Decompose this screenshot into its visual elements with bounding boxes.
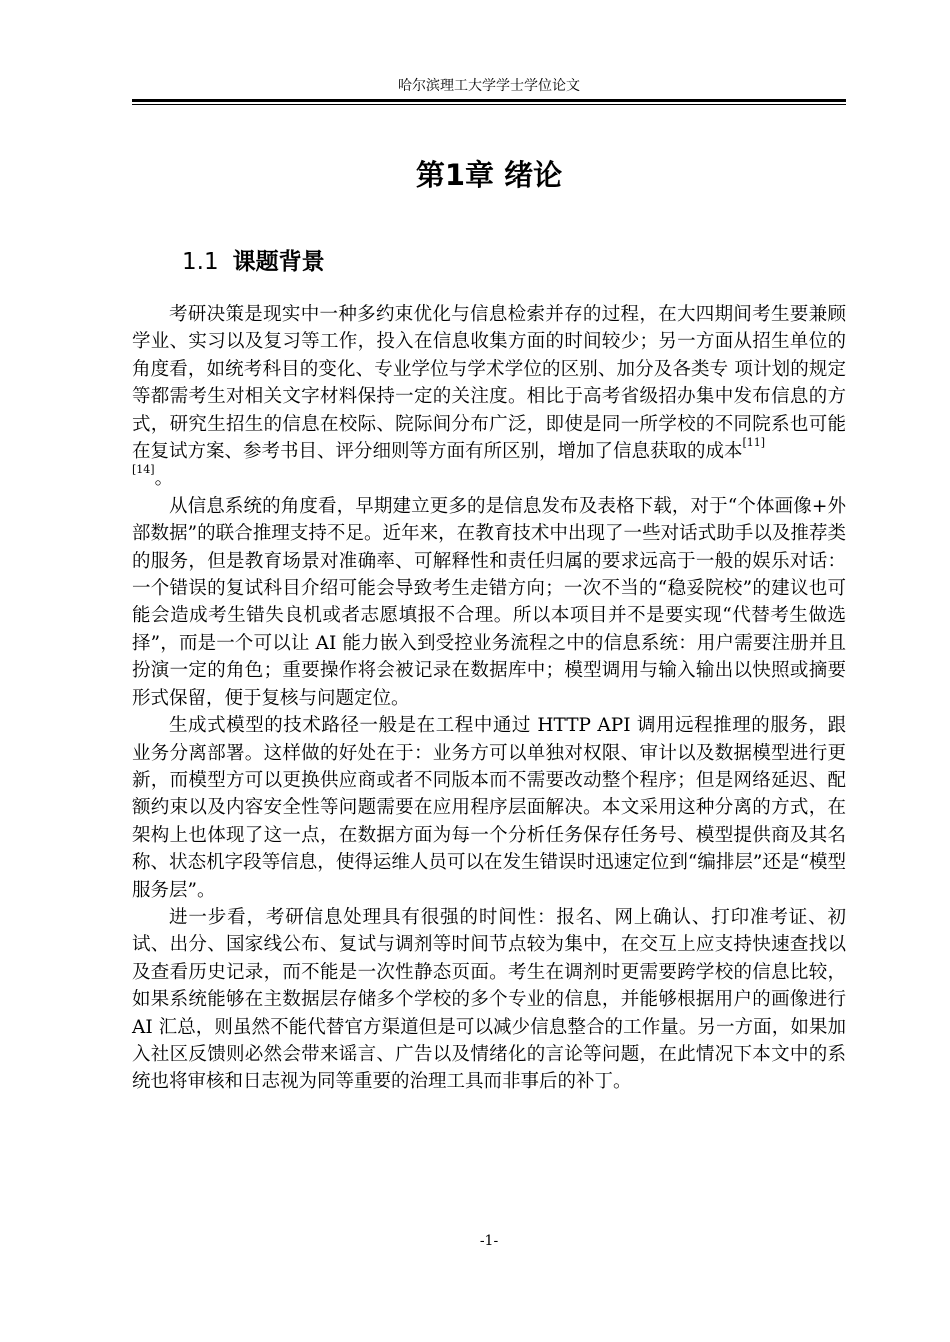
paragraph-1 [132, 301, 846, 493]
running-header: 哈尔滨理工大学学士学位论文 [398, 78, 580, 94]
paragraph-2: 从信息系统的角度看，早期建立更多的是信息发布及表格下载，对于“个体画像+外部数据”的联合推理支持不足。近年来，在教育技术中出现了一些对话式助手以及推荐类的服务，但是教育场景对准确率、可解释性和责任归属的要求远高于一般的娱乐对话：一个错误的复试科目介绍可能会导致考生走错方向；一次不当的“稳妥院校”的建议也可能会造成考生错失良机或者志愿填报不合理。所以本项目并不是要实现“代替考生做选择”，而是一个可以让 AI 能力嵌入到受控业务流程之中的信息系统：用户需要注册并且扮演一定的角色；重要操作将会被记录在数据库中；模型调用与输入输出以快照或摘要形式保留，便于复核与问题定位。 [132, 495, 846, 709]
section-title: 课题背景 [232, 249, 325, 275]
paragraph-1-end: 。 [154, 468, 174, 490]
citation-14: [14] [132, 463, 155, 477]
header-rule-thick [132, 99, 846, 102]
body-text [132, 301, 846, 1096]
chapter-title: 第1章 绪论 [415, 158, 563, 192]
page-number: -1- [479, 1233, 499, 1249]
section-number: 1.1 [182, 249, 219, 275]
paragraph-3: 生成式模型的技术路径一般是在工程中通过 HTTP API 调用远程推理的服务，跟业务分离部署。这样做的好处在于：业务方可以单独对权限、审计以及数据模型进行更新，而模型方可以更换供应商或者不同版本而不需要改动整个程序；但是网络延迟、配额约束以及内容安全性等问题需要在应用程序层面解决。本文采用这种分离的方式，在架构上也体现了这一点，在数据方面为每一个分析任务保存任务号、模型提供商及其名称、状态机字段等信息，使得运维人员可以在发生错误时迅速定位到“编排层”还是“模型服务层”。 [132, 715, 846, 901]
header-rule-thin [132, 104, 846, 105]
citation-11: [11] [742, 436, 766, 450]
section-heading [182, 246, 325, 278]
paragraph-1-text: 考研决策是现实中一种多约束优化与信息检索并存的过程，在大四期间考生要兼顾学业、实习以及复习等工作，投入在信息收集方面的时间较少；另一方面从招生单位的角度看，如统考科目的变化、专业学位与学术学位的区别、加分及各类专 项计划的规定等都需考生对相关文字材料保持一定的关注度。相比于高考省级招办集中发布信息的方式，研究生招生的信息在校际、院际间分布广泛，即使是同一所学校的不同院系也可能在复试方案、参考书目、评分细则等方面有所区别，增加了信息获取的成本 [132, 304, 846, 463]
paragraph-4: 进一步看，考研信息处理具有很强的时间性：报名、网上确认、打印准考证、初试、出分、国家线公布、复试与调剂等时间节点较为集中，在交互上应支持快速查找以及查看历史记录，而不能是一次性静态页面。考生在调剂时更需要跨学校的信息比较，如果系统能够在主数据层存储多个学校的多个专业的信息，并能够根据用户的画像进行 AI 汇总，则虽然不能代替官方渠道但是可以减少信息整合的工作量。另一方面，如果加入社区反馈则必然会带来谣言、广告以及情绪化的言论等问题，在此情况下本文中的系统也将审核和日志视为同等重要的治理工具而非事后的补丁。 [132, 906, 846, 1093]
